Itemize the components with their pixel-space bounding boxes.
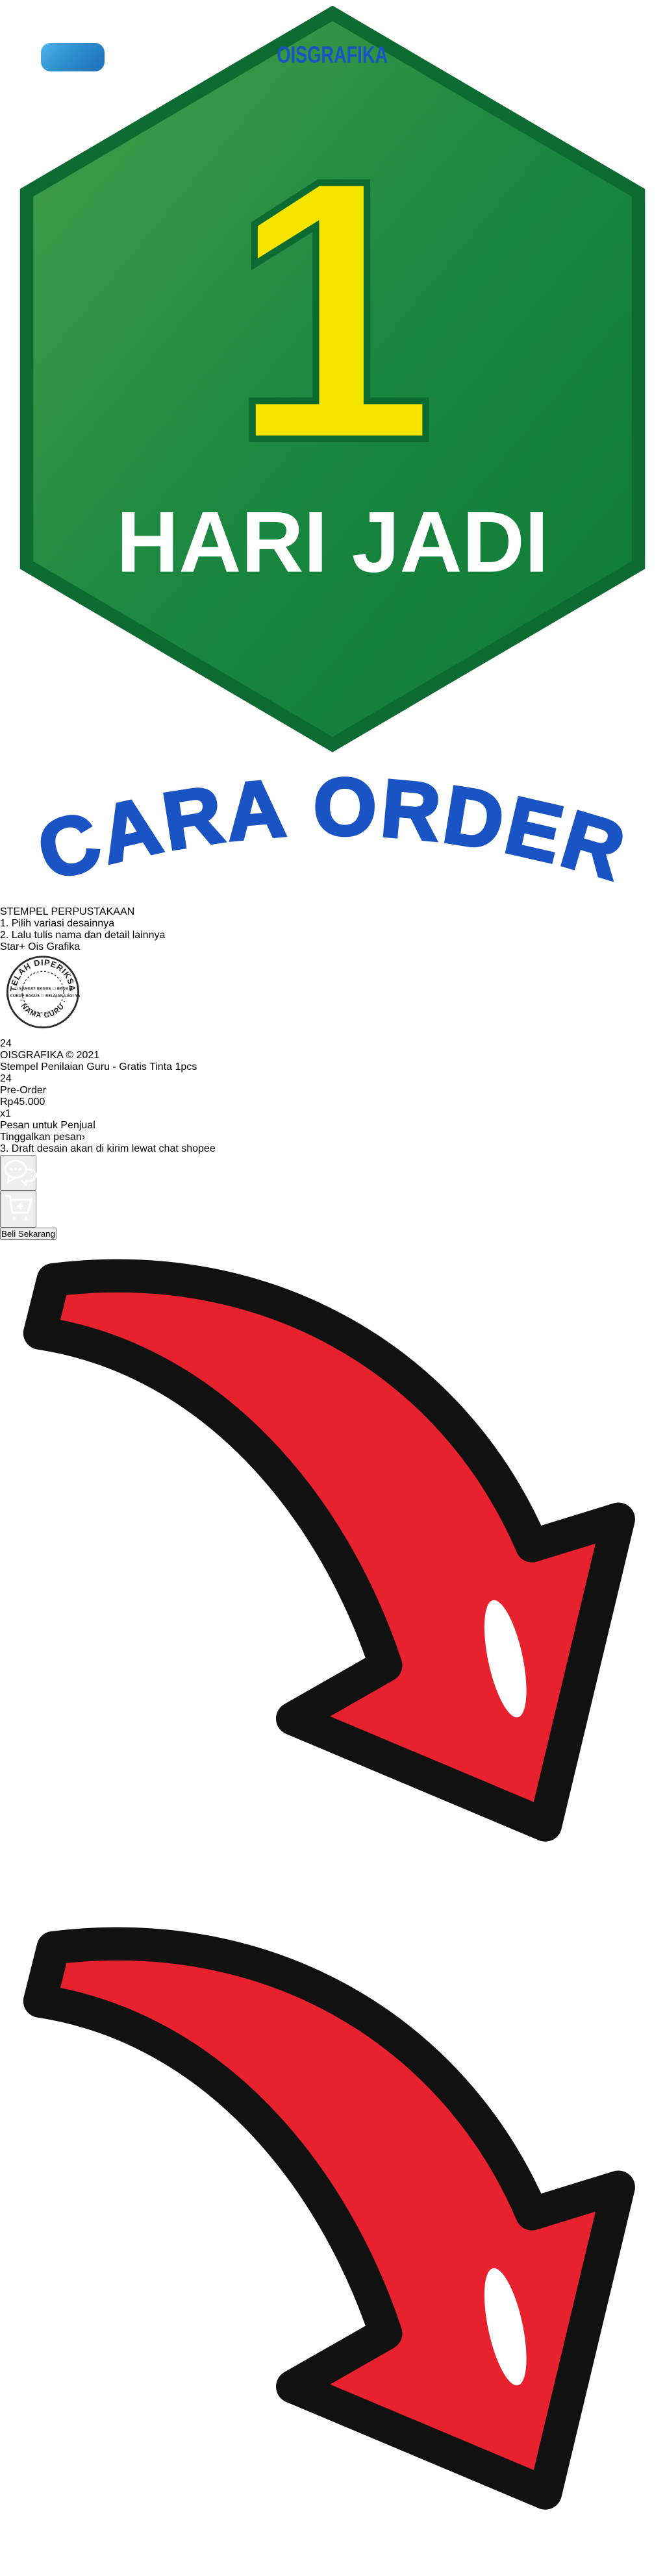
chat-bubbles-icon [1, 1156, 35, 1187]
chat-button[interactable] [0, 1155, 36, 1191]
shop-row[interactable] [0, 941, 665, 953]
product-price [0, 1096, 665, 1108]
step-3: 3. Draft desain akan di kirim lewat chat shopee [0, 1143, 216, 1154]
quantity-label: x1 [0, 1108, 11, 1119]
amount: 45.000 [13, 1096, 45, 1108]
product-image[interactable] [0, 953, 665, 1061]
product-title: Stempel Penilaian Guru - Gratis Tinta 1pcs [0, 1061, 197, 1072]
product-subtitle: STEMPEL PERPUSTAKAAN [0, 906, 135, 917]
badge-number: 1 [229, 101, 436, 518]
page-title [0, 761, 665, 902]
pointer-arrow-to-chat [0, 1908, 665, 2573]
badge-label: HARI JADI [116, 493, 549, 591]
bottom-action-bar [0, 1155, 665, 1240]
svg-text:CARA ORDER: CARA ORDER [27, 761, 638, 898]
chevron-right-icon: › [81, 1131, 86, 1143]
stamp-watermark: OISGRAFIKA © 2021 [0, 1049, 100, 1061]
step-1: 1. Pilih variasi desainnya [0, 917, 115, 929]
add-to-cart-button[interactable] [0, 1191, 36, 1228]
stamp-design [0, 953, 86, 1035]
message-row [0, 1120, 665, 1143]
shop-name: Ois Grafika [28, 941, 81, 952]
buy-now-button[interactable]: Beli Sekarang [1, 1228, 55, 1239]
cart-plus-icon [1, 1192, 35, 1224]
svg-text:☐ SANGAT BAGUS ☐ BAGUS: ☐ SANGAT BAGUS ☐ BAGUS [14, 987, 71, 991]
brand-name: OISGRAFIKA [277, 42, 388, 68]
product-variant: 24 [0, 1072, 12, 1084]
promo-page [0, 0, 665, 1239]
currency: Rp [0, 1096, 14, 1108]
leave-message-text: Tinggalkan pesan [0, 1131, 82, 1143]
pointer-arrow-to-message [0, 1240, 665, 1905]
svg-text:TELAH DIPERIKSA: TELAH DIPERIKSA [8, 958, 77, 993]
leave-message-link[interactable] [0, 1132, 665, 1143]
anniversary-badge [0, 0, 665, 758]
variant-number-badge: 24 [0, 1037, 12, 1049]
message-label: Pesan untuk Penjual [0, 1119, 95, 1131]
star-plus-badge: Star+ [0, 941, 25, 952]
teal-actions [0, 1155, 665, 1228]
svg-text:· NAMA GURU ·: · NAMA GURU · [16, 998, 69, 1020]
preorder-badge: Pre-Order [0, 1084, 47, 1096]
svg-text:☐ CUKUP BAGUS ☐ BELAJAR LAGI: ☐ CUKUP BAGUS ☐ BELAJAR LAGI YA [5, 994, 81, 998]
step-2: 2. Lalu tulis nama dan detail lainnya [0, 929, 166, 941]
